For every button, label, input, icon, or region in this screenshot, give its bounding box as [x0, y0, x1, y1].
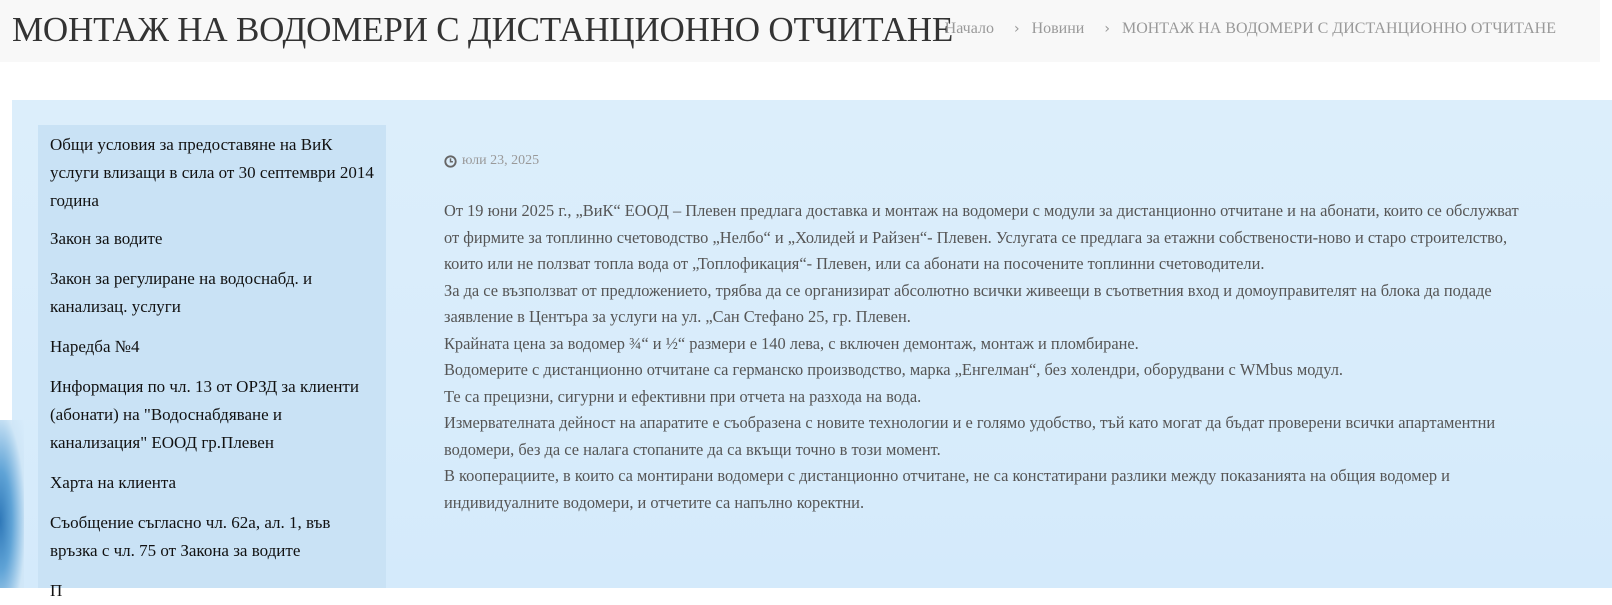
chevron-right-icon: › [1104, 21, 1110, 37]
article-paragraph: Крайната цена за водомер ¾“ и ½“ размери е 140 лева, с включен демонтаж, монтаж и пломбиране. [444, 333, 1139, 353]
sidebar-item-label[interactable]: Закон за регулиране на водоснабд. и канализац. услуги [50, 269, 313, 316]
sidebar-item-label[interactable]: П [50, 581, 63, 600]
post-date [444, 150, 1524, 172]
sidebar-item-client-charter[interactable] [38, 469, 386, 509]
clock-icon [444, 155, 457, 168]
article-paragraph: Водомерите с дистанционно отчитане са германско производство, марка „Енгелман“, без холендри, оборудвани с WMbus модул. [444, 360, 1344, 379]
sidebar-item-label[interactable]: Харта на клиента [50, 473, 177, 492]
sidebar-item-label[interactable]: Наредба №4 [50, 337, 140, 356]
sidebar-menu [38, 125, 386, 605]
sidebar-item-label[interactable]: Закон за водите [50, 229, 163, 248]
page-title: МОНТАЖ НА ВОДОМЕРИ С ДИСТАНЦИОННО ОТЧИТАНЕ [12, 10, 954, 49]
page-header [0, 0, 1600, 62]
chevron-right-icon: › [1013, 21, 1020, 37]
sidebar-item-water-act[interactable] [38, 225, 386, 265]
article-paragraph: От 19 юни 2025 г., „ВиК“ ЕООД – Плевен предлага доставка и монтаж на водомери с модули за дистанционно отчитане и на абонати, които се обслужват от фирмите за топлинно счетоводство „Нелбо“ и „Холидей и Райзен“- Плевен. Услугата се предлага за етажни собствености-ново и старо строителство, които или не ползват топла вода от „Топлофикация“- Плевен, или са абонати на посочените топлинни счетоводители. [444, 201, 1519, 273]
article-paragraph: Измервателната дейност на апаратите е съобразена с новите технологии и е голямо удобство, тъй като могат да бъдат проверени всички апартаментни водомери, без да се налага стопаните да са вкъщи точно в този момент. [444, 413, 1496, 459]
sidebar-item-next[interactable] [38, 577, 386, 605]
article-body [444, 198, 1524, 516]
article-main [444, 150, 1524, 516]
breadcrumb [945, 20, 1556, 38]
water-splash-decoration [0, 420, 24, 588]
sidebar-item-gdpr-info[interactable] [38, 373, 386, 469]
article-paragraph: В кооперациите, в които са монтирани водомери с дистанционно отчитане, не са констатирани разлики между показанията на общия водомер и индивидуалните водомери, и отчетите са напълно коректни. [444, 466, 1450, 512]
article-paragraph: Те са прецизни, сигурни и ефективни при отчета на разхода на вода. [444, 386, 922, 406]
sidebar-item-general-terms[interactable] [38, 125, 386, 225]
breadcrumb-current: МОНТАЖ НА ВОДОМЕРИ С ДИСТАНЦИОННО ОТЧИТАНЕ [1121, 20, 1556, 37]
breadcrumb-home[interactable]: Начало [944, 20, 994, 37]
sidebar-item-regulation-act[interactable] [38, 265, 386, 333]
article-paragraph: За да се възползват от предложението, трябва да се организират абсолютно всички живеещи в съответния вход и домоуправителят на блока да подаде заявление в Центъра за услуги на ул. „Сан Стефано 25, гр. Плевен. [444, 280, 1492, 326]
sidebar-item-ordinance-4[interactable] [38, 333, 386, 373]
sidebar-item-label[interactable]: Общи условия за предоставяне на ВиК услуги влизащи в сила от 30 септември 2014 година [50, 135, 374, 210]
sidebar-item-label[interactable]: Информация по чл. 13 от ОРЗД за клиенти (абонати) на "Водоснабдяване и канализация" ЕООД гр.Плевен [50, 377, 359, 452]
sidebar [38, 125, 386, 600]
breadcrumb-news[interactable]: Новини [1031, 20, 1085, 37]
sidebar-item-announcement[interactable] [38, 509, 386, 577]
sidebar-item-label[interactable]: Съобщение съгласно чл. 62а, ал. 1, във връзка с чл. 75 от Закона за водите [50, 513, 331, 560]
post-date-text: юли 23, 2025 [462, 153, 540, 168]
